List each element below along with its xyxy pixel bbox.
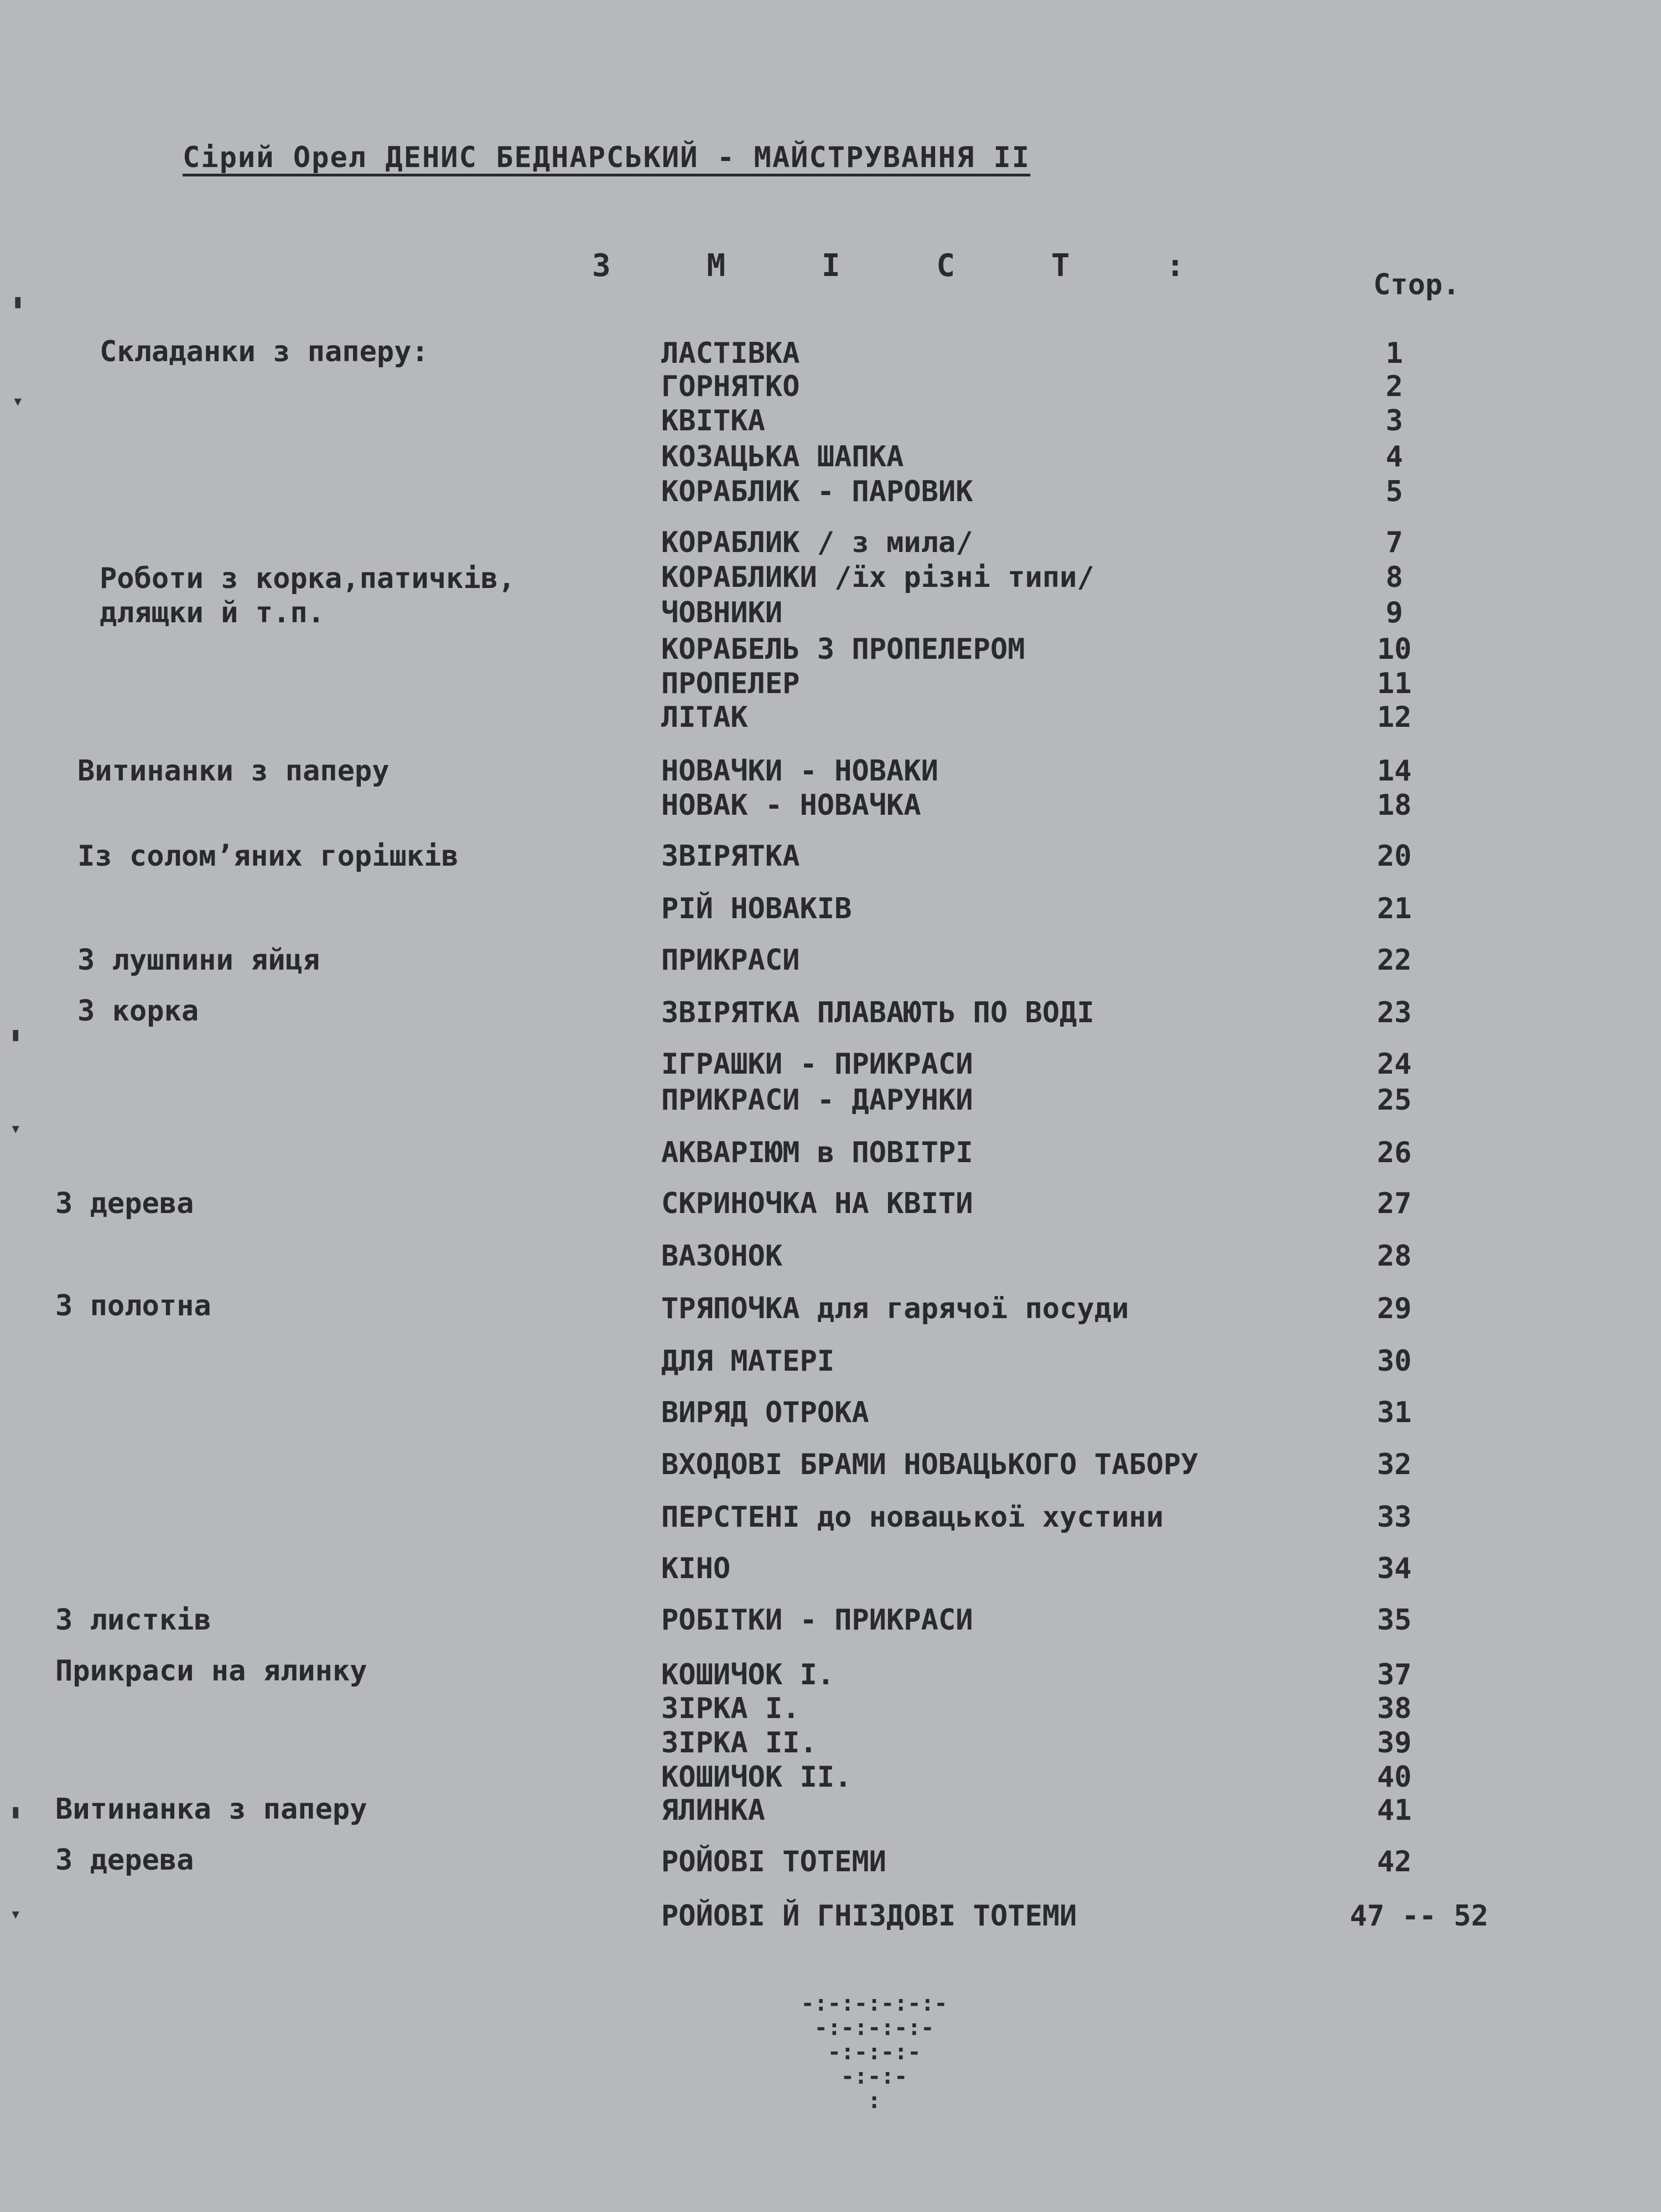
margin-mark: ▾ [12, 390, 24, 412]
toc-heading: З М І С Т : [592, 248, 1223, 284]
toc-entry-title: ЗВІРЯТКА ПЛАВАЮТЬ ПО ВОДІ [661, 996, 1094, 1029]
toc-entry-title: КВІТКА [661, 404, 765, 438]
toc-entry-title: ЧОВНИКИ [661, 596, 783, 629]
toc-entry-page: 25 [1377, 1084, 1412, 1117]
toc-entry-title: ПРОПЕЛЕР [661, 667, 800, 700]
margin-mark: ▮ [10, 1800, 22, 1823]
toc-entry-page: 1 [1385, 337, 1403, 370]
toc-entry-title: КОРАБЛИК - ПАРОВИК [661, 475, 973, 508]
toc-entry-title: КІНО [661, 1552, 731, 1585]
toc-entry-title: РІЙ НОВАКІВ [661, 892, 852, 925]
toc-entry-page: 12 [1377, 701, 1412, 734]
toc-entry-page: 33 [1377, 1501, 1412, 1534]
toc-entry-title: ЗВІРЯТКА [661, 840, 800, 873]
toc-entry-page: 35 [1377, 1604, 1412, 1637]
document-title: Сірий Орел ДЕНИС БЕДНАРСЬКИЙ - МАЙСТРУВАННЯ II [183, 141, 1031, 174]
toc-entry-title: АКВАРІЮМ в ПОВІТРІ [661, 1136, 973, 1169]
category-label: З дерева [55, 1844, 194, 1877]
toc-entry-page: 41 [1377, 1794, 1412, 1827]
category-label: Роботи з корка,патичків, [100, 562, 516, 595]
toc-entry-title: КОЗАЦЬКА ШАПКА [661, 440, 904, 473]
toc-entry-page: 42 [1377, 1845, 1412, 1878]
toc-entry-title: НОВАК - НОВАЧКА [661, 789, 921, 822]
toc-entry-title: ЯЛИНКА [661, 1794, 765, 1827]
toc-entry-page: 38 [1377, 1692, 1412, 1725]
margin-mark: ▾ [10, 1117, 22, 1139]
toc-entry-title: РОЙОВІ Й ГНІЗДОВІ ТОТЕМИ [661, 1899, 1077, 1933]
category-label: Складанки з паперу: [100, 335, 429, 368]
margin-mark: ▾ [10, 1903, 22, 1925]
category-label: З полотна [55, 1289, 211, 1323]
category-label: длящки й т.п. [100, 596, 325, 629]
toc-entry-title: ТРЯПОЧКА для гарячої посуди [661, 1292, 1129, 1325]
toc-entry-page: 22 [1377, 944, 1412, 977]
margin-mark: ▮ [10, 1023, 22, 1045]
toc-entry-page: 5 [1385, 475, 1403, 508]
toc-entry-page: 9 [1385, 596, 1403, 629]
toc-entry-title: КОШИЧОК І. [661, 1658, 835, 1691]
toc-entry-title: НОВАЧКИ - НОВАКИ [661, 754, 938, 788]
toc-entry-title: СКРИНОЧКА НА КВІТИ [661, 1187, 973, 1220]
toc-entry-title: ГОРНЯТКО [661, 370, 800, 403]
toc-entry-page: 26 [1377, 1136, 1412, 1169]
toc-entry-page: 27 [1377, 1187, 1412, 1220]
toc-entry-page: 7 [1385, 526, 1403, 559]
toc-entry-page: 24 [1377, 1048, 1412, 1081]
category-label: Прикраси на ялинку [55, 1654, 367, 1688]
toc-entry-page: 8 [1385, 561, 1403, 594]
toc-entry-page: 29 [1377, 1292, 1412, 1325]
page-column-label: Стор. [1373, 268, 1460, 301]
toc-entry-title: ПЕРСТЕНІ до новацької хустини [661, 1501, 1164, 1534]
toc-entry-page: 47 -- 52 [1349, 1899, 1488, 1933]
toc-entry-page: 23 [1377, 996, 1412, 1029]
category-label: Витинанки з паперу [77, 754, 390, 788]
toc-entry-title: ПРИКРАСИ [661, 944, 800, 977]
margin-mark: ▮ [12, 290, 24, 313]
toc-entry-page: 39 [1377, 1726, 1412, 1760]
toc-entry-page: 40 [1377, 1761, 1412, 1794]
toc-entry-title: КОРАБЕЛЬ З ПРОПЕЛЕРОМ [661, 633, 1025, 666]
toc-entry-title: ЛАСТІВКА [661, 337, 800, 370]
toc-entry-title: ДЛЯ МАТЕРІ [661, 1345, 835, 1378]
category-label: Витинанка з паперу [55, 1793, 367, 1826]
toc-entry-title: ЗІРКА І. [661, 1692, 800, 1725]
category-label: Із соломʼяних горішків [77, 840, 459, 873]
closing-ornament: -:-:-:-:-:- -:-:-:-:- -:-:-:- -:-:- : [801, 1991, 948, 2114]
toc-entry-title: РОЙОВІ ТОТЕМИ [661, 1845, 886, 1878]
toc-entry-title: КОШИЧОК ІІ. [661, 1761, 852, 1794]
toc-entry-page: 21 [1377, 892, 1412, 925]
toc-entry-title: ІГРАШКИ - ПРИКРАСИ [661, 1048, 973, 1081]
toc-entry-title: ВАЗОНОК [661, 1240, 783, 1273]
toc-entry-page: 32 [1377, 1448, 1412, 1481]
toc-entry-page: 31 [1377, 1396, 1412, 1429]
toc-entry-page: 28 [1377, 1240, 1412, 1273]
toc-entry-page: 10 [1377, 633, 1412, 666]
toc-entry-page: 14 [1377, 754, 1412, 788]
category-label: З дерева [55, 1187, 194, 1220]
toc-entry-title: ВИРЯД ОТРОКА [661, 1396, 869, 1429]
toc-entry-page: 30 [1377, 1345, 1412, 1378]
toc-entry-title: ЛІТАК [661, 701, 748, 734]
toc-entry-title: КОРАБЛИКИ /їх різні типи/ [661, 561, 1094, 594]
toc-entry-page: 18 [1377, 789, 1412, 822]
toc-entry-page: 37 [1377, 1658, 1412, 1691]
category-label: З лушпини яйця [77, 944, 320, 977]
toc-entry-title: КОРАБЛИК / з мила/ [661, 526, 973, 559]
category-label: З корка [77, 995, 199, 1028]
toc-entry-page: 3 [1385, 404, 1403, 438]
toc-entry-page: 34 [1377, 1552, 1412, 1585]
toc-entry-page: 11 [1377, 667, 1412, 700]
toc-entry-title: ЗІРКА ІІ. [661, 1726, 817, 1760]
toc-entry-title: ВХОДОВІ БРАМИ НОВАЦЬКОГО ТАБОРУ [661, 1448, 1198, 1481]
toc-entry-page: 20 [1377, 840, 1412, 873]
toc-entry-page: 4 [1385, 440, 1403, 473]
category-label: З листків [55, 1604, 211, 1637]
toc-entry-title: РОБІТКИ - ПРИКРАСИ [661, 1604, 973, 1637]
toc-entry-page: 2 [1385, 370, 1403, 403]
toc-entry-title: ПРИКРАСИ - ДАРУНКИ [661, 1084, 973, 1117]
